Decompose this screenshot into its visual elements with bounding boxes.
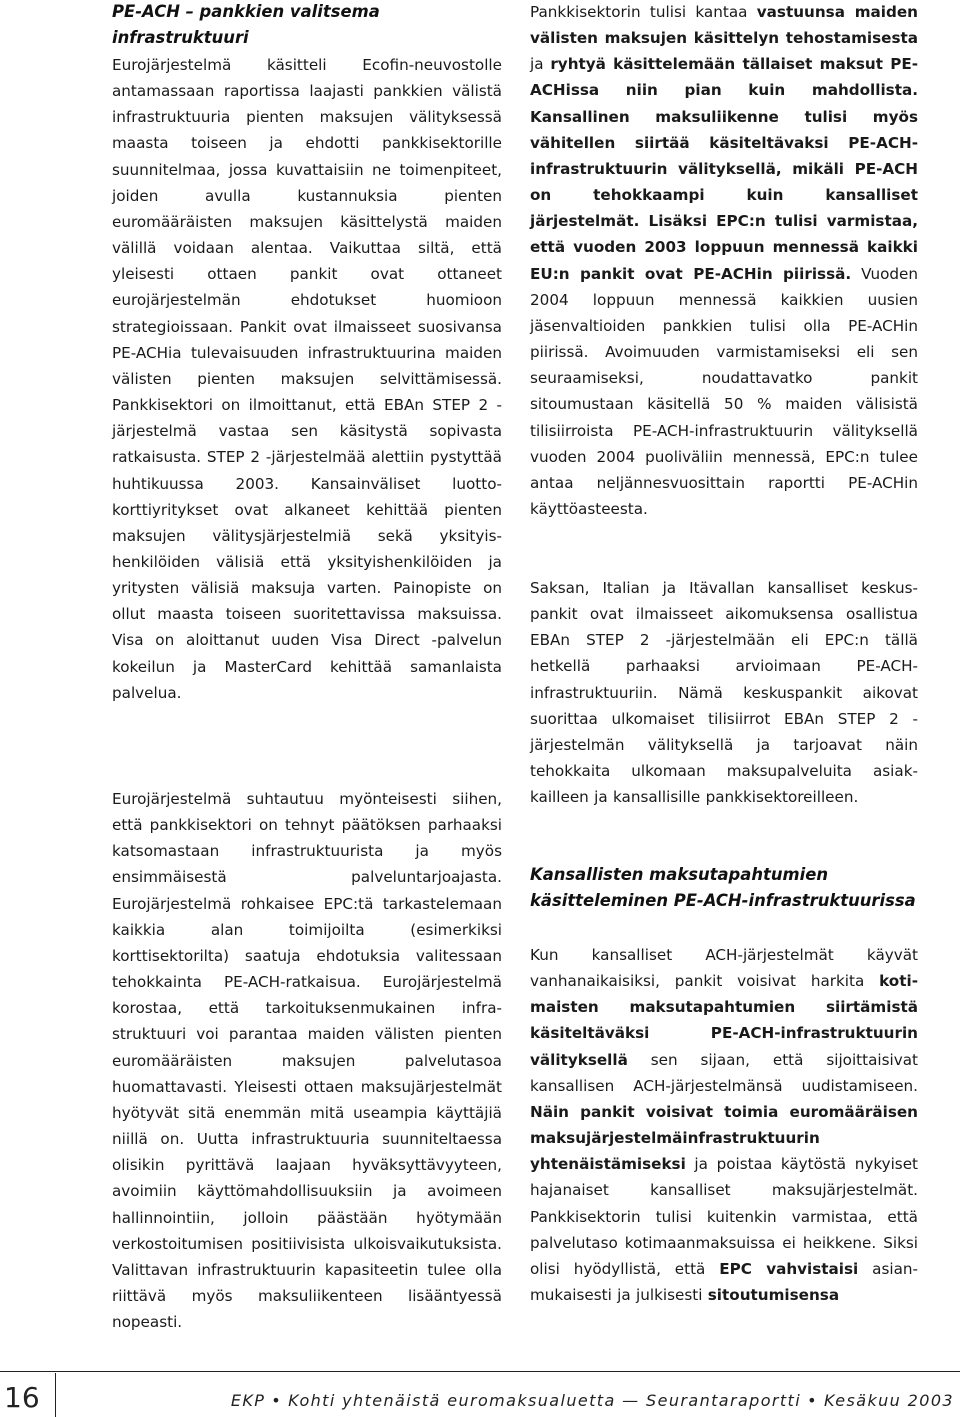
text-run: sen sijaan, että sijoittaisivat kansallisen ACH-järjestelmänsä uudistamiseen. [530,1050,918,1095]
bold-run: vastuunsa maiden välisten maksujen käsittelyn tehostamisesta [530,3,918,48]
text-run: ja [530,55,551,74]
page-number: 16 [4,1381,40,1414]
text-run: Pankkisektorin tulisi kantaa [530,3,757,21]
paragraph-left-1: Eurojärjestelmä käsitteli Ecofin-neuvostolle antamassaan raportissa laajasti pankkien välistä infrastruktuuria pienten maksujen välityksessä maasta toiseen ja ehdotti pankkisektorille suunnitelmaa, jossa kuvattaisiin ne toimenpiteet, joiden avulla kustannuksia pienten euromääräisten maksujen käsittelystä maiden välillä voidaan alentaa. Vaikuttaa siltä, että yleisesti ottaen pankit ovat ottaneet eurojärjestelmän ehdotukset huomioon strategioissaan. Pankit ovat ilmaisseet suosivansa PE-ACHia tulevaisuuden infrastruktuurina maiden välisten pienten maksujen selvittämisessä. Pankkisektori on ilmoittanut, että EBAn STEP 2 -järjestelmä vastaa sen käsitystä sopivasta ratkaisusta. STEP 2 -järjestelmää alettiin pystyttää huhtikuussa 2003. Kansainväliset luottokorttiyritykset ovat alkaneet kehittää pienten maksujen välitysjärjestelmiä sekä yksityishenkilöiden välisiä että yksityishenkilöiden ja yritysten välisiä maksuja varten. Painopiste on ollut maasta toiseen suoritettavissa maksuissa. Visa on aloittanut uuden Visa Direct -palvelun kokeilun ja MasterCard kehittää samanlaista palvelua. [112,56,502,702]
paragraph-right-1 [530,0,918,522]
bold-run: Näin pankit voisivat toimia euromääräisen maksujärjestelmäinfrastruktuurin yhtenäistämiseksi [530,1102,918,1174]
footer-date: Kesäkuu 2003 [823,1391,954,1410]
bold-run: sitoutumisensa [707,1286,840,1305]
section-heading-kansalliset: Kansallisten maksutapahtumien käsitteleminen PE-ACH-infrastruktuurissa [530,865,916,910]
text-run: ja poistaa käytöstä nykyiset hajanaiset kansalliset maksujärjestelmät. Pankkisektorin tulisi kuitenkin varmistaa, että palvelutaso kotimaanmaksuissa ei heikkene. Siksi olisi hyödyllistä, että [530,1155,918,1278]
running-footer [231,1388,954,1414]
bullet-icon: • [807,1391,818,1410]
text-run: Kun kansalliset ACH-järjestelmät käyvät vanhanaikaisiksi, pankit voisivat harkita [530,946,918,991]
bold-run: ryhtyä käsittelemään tällaiset maksut PE-ACHissa niin pian kuin mahdollista. Kansallinen maksuliikenne tulisi myös vähitellen siirtää käsiteltävaksi PE-ACH-infrastruktuurin välityksellä, mikäli PE-ACH on tehokkaampi kuin kansalliset järjestelmät. Lisäksi EPC:n tulisi varmistaa, että vuoden 2003 loppuun mennessä kaikki EU:n pankit ovat PE-ACHin piirissä. [530,55,918,283]
paragraph-right-2: Saksan, Italian ja Itävallan kansalliset keskuspankit ovat ilmaisseet aikomuksensa osallistua EBAn STEP 2 -järjestelmään eli EPC:n tällä hetkellä parhaaksi arvioimaan PE-ACH-infrastruktuuriin. Nämä keskuspankit aikovat suorittaa ulkomaiset tilisiirrot EBAn STEP 2 -järjestelmän välityksellä ja tarjoavat näin tehokkaita ulkomaan maksupalveluita asiakkailleen ja kansallisille pankkisektoreilleen. [530,579,918,807]
bold-run: EPC vahvistaisi [719,1259,859,1278]
section-heading-peach: PE-ACH – pankkien valitsema infrastruktuuri [112,2,380,47]
footer-publisher: EKP [230,1391,266,1410]
paragraph-right-3 [530,942,918,1308]
text-run: Vuoden 2004 loppuun mennessä kaikkien uusien jäsenvaltioiden pankkien tulisi olla PE-ACHin piirissä. Avoimuuden varmistamiseksi eli sen seuraamiseksi, noudattavatko pankit sitoumustaan käsitellä 50 % maiden välisistä tilisiirroista PE-ACH-infrastruktuurin välityksellä vuoden 2004 puoliväliin mennessä, EPC:n tulee antaa neljännesvuosittain raportti PE-ACHin käyttöasteesta. [530,264,918,518]
paragraph-left-2: Eurojärjestelmä suhtautuu myönteisesti siihen, että pankkisektori on tehnyt päätöksen parhaaksi katsomastaan infrastruktuurista ja myös ensimmäisestä palveluntarjoajasta. Eurojärjestelmä rohkaisee EPC:tä tarkastelemaan kaikkia alan toimijoilta (esimerkiksi korttisektorilta) saatuja ehdotuksia valitessaan tehokkainta PE-ACH-ratkaisua. Eurojärjestelmä korostaa, että tarkoituksenmukainen infrastruktuuri voi parantaa maiden välisten pienten euromääräisten maksujen palvelutasoa huomattavasti. Yleisesti ottaen maksujärjestelmät hyötyvät sitä enemmän mitä useampia käyttäjiä niillä on. Uutta infrastruktuuria suunniteltaessa olisikin pyrittävä laajaan hyväksyttävyyteen, avoimiin käyttömahdollisuuksiin ja avoimeen hallinnointiin, jolloin päästään hyötymään verkostoitumisen positiivisista ulkoisvaikutuksista. Valittavan infrastruktuurin kapasiteetin tulee olla riittävä myös maksuliikenteen lisääntyessä nopeasti. [112,790,502,1332]
bullet-icon: • [271,1391,283,1410]
footer-title: Kohti yhtenäistä euromaksualuetta — Seurantaraportti [288,1391,802,1410]
text-run: asianmukaisesti ja julkisesti [530,1259,918,1305]
footer-rule [0,1371,960,1372]
bold-run: kotimaisten maksutapahtumien siirtämistä käsiteltäväksi PE-ACH-infrastruktuurin välityksellä [530,972,918,1069]
